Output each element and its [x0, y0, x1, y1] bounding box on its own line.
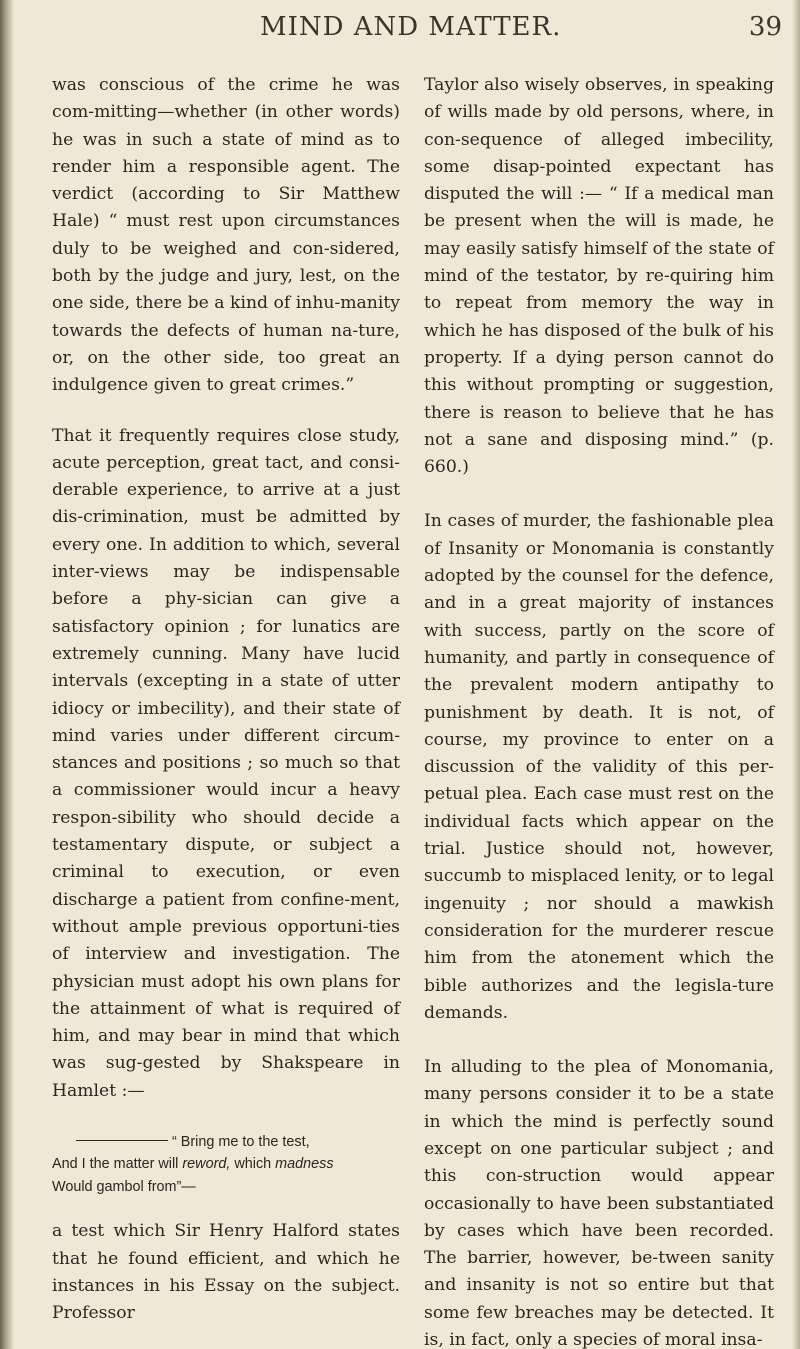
page-number: 39 [748, 12, 782, 42]
page-edge-shadow [792, 0, 800, 1349]
left-paragraph-3: a test which Sir Henry Halford states that he found efficient, and which he instances in his Essay on the subject. Professor [52, 1221, 400, 1324]
quote-line-3: Would gambol from”— [52, 1178, 196, 1195]
binding-shadow [0, 0, 14, 1349]
left-paragraph-2: That it frequently requires close study, acute perception, great tact, and consi-derable experience, to arrive at a just dis-crimination, must be admitted by every one. In addition to which, several inter-views may be indispensable before a phy-sician can give a satisfactory opinion ; for lunatics are extremely cunning. Many have lucid intervals (excepting in a state of utter idiocy or imbecility), and their state of mind varies under different circum-stances and positions ; so much so that a commissioner would incur a heavy respon-sibility who should decide a testamentary dispute, or subject a criminal to execution, or even discharge a patient from confine-ment, without ample previous opportuni-ties of interview and investigation. The physician must adopt his own plans for the attainment of what is required of him, and may bear in mind that which was sug-gested by Shakspeare in Hamlet :— [52, 425, 400, 1101]
right-paragraph-3: In alluding to the plea of Monomania, many persons consider it to be a state in which the mind is perfectly sound except on one particular subject ; and this con-struction would appear occasionally to have been substantiated by cases which have been recorded. The barrier, however, be-tween sanity and insanity is not so entire but that some few breaches may be detected. It is, in fact, only a species of moral insa- [424, 1057, 774, 1349]
quote-line-2-em-madness: madness [275, 1156, 334, 1173]
right-column [424, 72, 774, 1349]
left-paragraph-1: was conscious of the crime he was com-mitting—whether (in other words) he was in such a state of mind as to render him a responsible agent. The verdict (according to Sir Matthew Hale) “ must rest upon circumstances duly to be weighed and con-sidered, both by the judge and jury, lest, on the one side, there be a kind of inhu-manity towards the defects of human na-ture, or, on the other side, too great an indulgence given to great crimes.” [52, 75, 400, 396]
quote-dash-rule [76, 1140, 168, 1141]
quote-line-2-em-reword: reword, [182, 1156, 231, 1173]
quote-line-1 [52, 1131, 400, 1154]
running-head: MIND AND MATTER. [260, 12, 562, 42]
quote-line-2-a: And I the matter will [52, 1156, 183, 1173]
quote-line-2 [52, 1153, 400, 1176]
right-paragraph-1: Taylor also wisely observes, in speaking of wills made by old persons, where, in con-sequence of alleged imbecility, some disap-pointed expectant has disputed the will :— “ If a medical man be present when the will is made, he may easily satisfy himself of the state of mind of the testator, by re-quiring him to repeat from memory the way in which he has disposed of the bulk of his property. If a dying person cannot do this without prompting or suggestion, there is reason to believe that he has not a sane and disposing mind.” (p. 660.) [424, 75, 774, 478]
quote-line-1-text: “ Bring me to the test, [172, 1133, 310, 1150]
right-paragraph-2: In cases of murder, the fashionable plea of Insanity or Monomania is constantly adopted by the counsel for the defence, and in a great majority of instances with success, partly on the score of humanity, and partly in consequence of the prevalent modern antipathy to punishment by death. It is not, of course, my province to enter on a discussion of the validity of this per-petual plea. Each case must rest on the individual facts which appear on the trial. Justice should not, however, succumb to misplaced lenity, or to legal ingenuity ; nor should a mawkish consideration for the murderer rescue him from the atonement which the bible authorizes and the legisla-ture demands. [424, 511, 774, 1023]
hamlet-quotation [52, 1131, 400, 1199]
left-column [52, 72, 400, 1328]
quote-line-2-b: which [230, 1156, 276, 1173]
